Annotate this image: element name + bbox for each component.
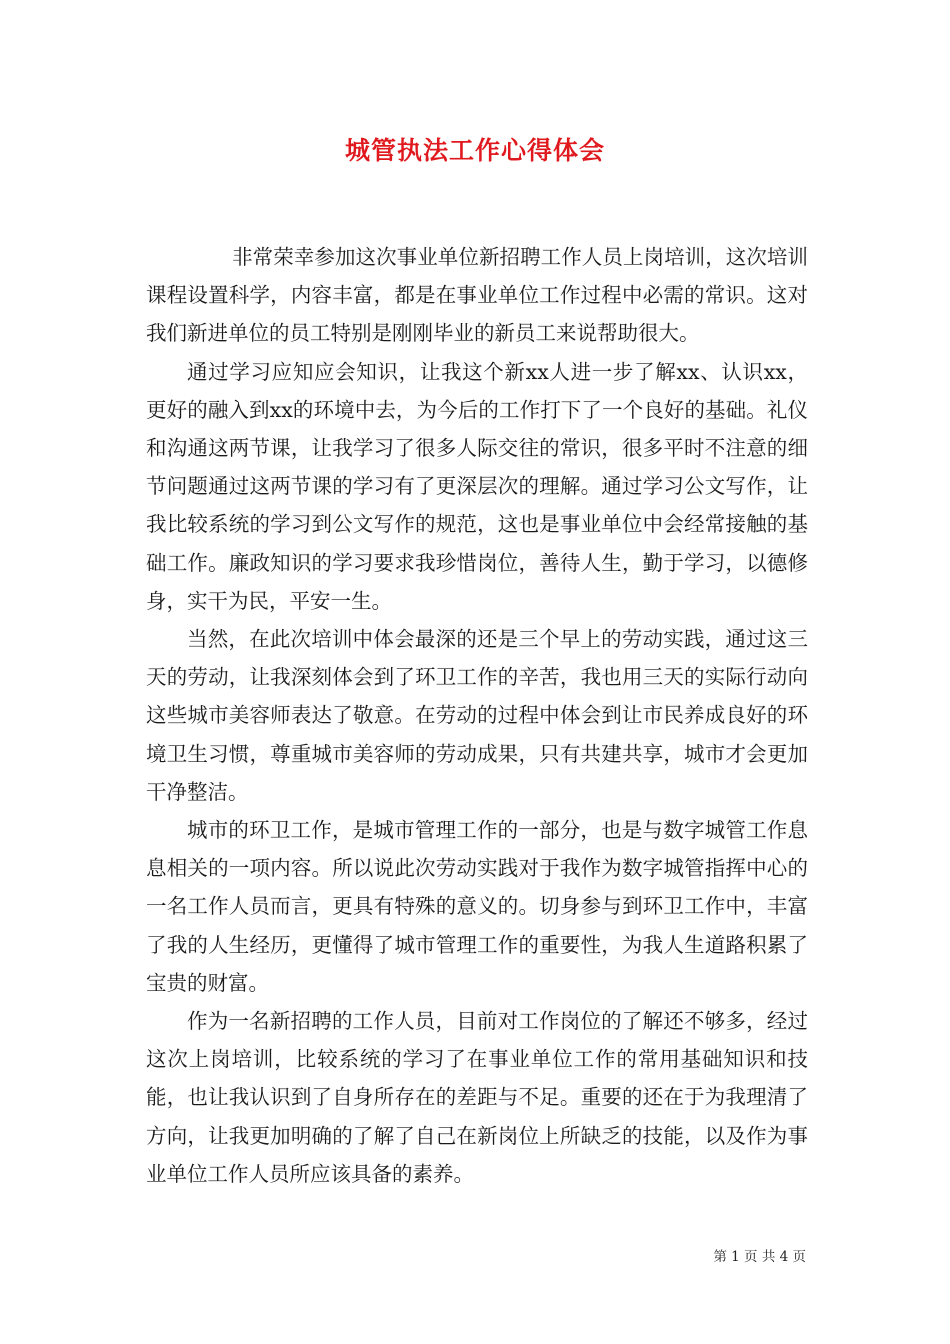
paragraph-1: 非常荣幸参加这次事业单位新招聘工作人员上岗培训，这次培训课程设置科学，内容丰富，都是在事业单位工作过程中必需的常识。这对我们新进单位的员工特别是刚刚毕业的新员工来说帮助很大。 bbox=[146, 245, 808, 346]
paragraph-5: 作为一名新招聘的工作人员，目前对工作岗位的了解还不够多，经过这次上岗培训，比较系统的学习了在事业单位工作的常用基础知识和技能，也让我认识到了自身所存在的差距与不足。重要的还在于为我理清了方向，让我更加明确的了解了自己在新岗位上所缺乏的技能，以及作为事业单位工作人员所应该具备的素养。 bbox=[146, 1009, 808, 1186]
paragraph-4: 城市的环卫工作，是城市管理工作的一部分，也是与数字城管工作息息相关的一项内容。所以说此次劳动实践对于我作为数字城管指挥中心的一名工作人员而言，更具有特殊的意义的。切身参与到环卫工作中，丰富了我的人生经历，更懂得了城市管理工作的重要性，为我人生道路积累了宝贵的财富。 bbox=[146, 818, 808, 995]
document-body bbox=[146, 238, 808, 1193]
paragraph-2: 通过学习应知应会知识，让我这个新xx人进一步了解xx、认识xx，更好的融入到xx的环境中去，为今后的工作打下了一个良好的基础。礼仪和沟通这两节课，让我学习了很多人际交往的常识，很多平时不注意的细节问题通过这两节课的学习有了更深层次的理解。通过学习公文写作，让我比较系统的学习到公文写作的规范，这也是事业单位中会经常接触的基础工作。廉政知识的学习要求我珍惜岗位，善待人生，勤于学习，以德修身，实干为民，平安一生。 bbox=[146, 359, 808, 613]
paragraph-3: 当然，在此次培训中体会最深的还是三个早上的劳动实践，通过这三天的劳动，让我深刻体会到了环卫工作的辛苦，我也用三天的实际行动向这些城市美容师表达了敬意。在劳动的过程中体会到让市民养成良好的环境卫生习惯，尊重城市美容师的劳动成果，只有共建共享，城市才会更加干净整洁。 bbox=[146, 627, 808, 804]
document-title: 城管执法工作心得体会 bbox=[344, 136, 605, 165]
page-number-footer: 第 1 页 共 4 页 bbox=[713, 1249, 806, 1265]
